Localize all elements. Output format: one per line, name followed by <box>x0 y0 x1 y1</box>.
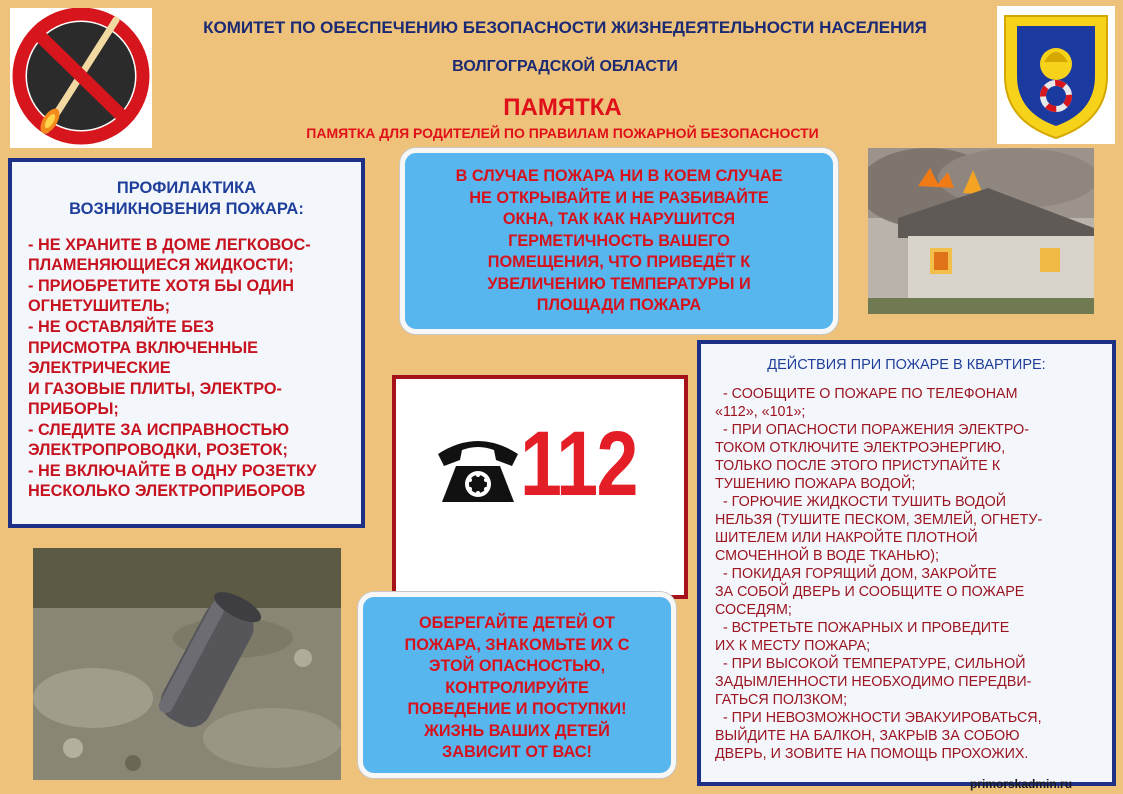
children-line: КОНТРОЛИРУЙТЕ <box>445 678 589 697</box>
fire-actions-box <box>697 340 1116 786</box>
window-warning-callout <box>400 148 838 334</box>
action-line: ЗАДЫМЛЕННОСТИ НЕОБХОДИМО ПЕРЕДВИ- <box>715 674 1032 690</box>
action-line: СМОЧЕННОЙ В ВОДЕ ТКАНЬЮ); <box>715 548 940 564</box>
warning-line: ОКНА, ТАК КАК НАРУШИТСЯ <box>502 210 736 228</box>
children-line: ЗАВИСИТ ОТ ВАС! <box>442 743 592 761</box>
warning-line: ПЛОЩАДИ ПОЖАРА <box>536 296 702 314</box>
prevention-heading-line: ВОЗНИКНОВЕНИЯ ПОЖАРА: <box>69 200 304 219</box>
prevention-box <box>8 158 365 528</box>
prevention-line: - НЕ ВКЛЮЧАЙТЕ В ОДНУ РОЗЕТКУ <box>28 461 317 480</box>
shield-emblem-icon <box>997 6 1115 144</box>
action-line: ЗА СОБОЙ ДВЕРЬ И СООБЩИТЕ О ПОЖАРЕ <box>715 584 1025 600</box>
warning-line: НЕ ОТКРЫВАЙТЕ И НЕ РАЗБИВАЙТЕ <box>469 188 769 207</box>
action-line: ТОЛЬКО ПОСЛЕ ЭТОГО ПРИСТУПАЙТЕ К <box>715 458 1001 474</box>
prevention-line: - НЕ ХРАНИТЕ В ДОМЕ ЛЕГКОВОС- <box>28 235 311 254</box>
prevention-heading-line: ПРОФИЛАКТИКА <box>116 179 257 197</box>
warning-line: ПОМЕЩЕНИЯ, ЧТО ПРИВЕДЁТ К <box>487 253 751 271</box>
no-match-icon <box>10 8 152 148</box>
gas-cylinder-image <box>33 548 341 780</box>
no-match-logo <box>10 8 152 148</box>
warning-line: ГЕРМЕТИЧНОСТЬ ВАШЕГО <box>508 231 730 250</box>
action-line: НЕЛЬЗЯ (ТУШИТЕ ПЕСКОМ, ЗЕМЛЕЙ, ОГНЕТУ- <box>715 512 1043 528</box>
region-title: ВОЛГОГРАДСКОЙ ОБЛАСТИ <box>452 58 678 75</box>
prevention-line: ПРИСМОТРА ВКЛЮЧЕННЫЕ <box>28 338 258 357</box>
prevention-line: ЭЛЕКТРОПРОВОДКИ, РОЗЕТОК; <box>28 441 288 460</box>
action-line: ТОКОМ ОТКЛЮЧИТЕ ЭЛЕКТРОЭНЕРГИЮ, <box>715 440 1006 456</box>
action-line: «112», «101»; <box>715 404 806 420</box>
prevention-line: НЕСКОЛЬКО ЭЛЕКТРОПРИБОРОВ <box>28 482 306 501</box>
action-line: ТУШЕНИЮ ПОЖАРА ВОДОЙ; <box>715 476 916 492</box>
prevention-line: ПЛАМЕНЯЮЩИЕСЯ ЖИДКОСТИ; <box>28 256 294 275</box>
children-line: ПОЖАРА, ЗНАКОМЬТЕ ИХ С <box>404 635 630 654</box>
prevention-heading <box>22 178 351 221</box>
prevention-line: - НЕ ОСТАВЛЯЙТЕ БЕЗ <box>28 318 215 336</box>
action-line: - ПОКИДАЯ ГОРЯЩИЙ ДОМ, ЗАКРОЙТЕ <box>715 566 997 582</box>
actions-list <box>715 385 1106 763</box>
action-line: ДВЕРЬ, И ЗОВИТЕ НА ПОМОЩЬ ПРОХОЖИХ. <box>715 746 1029 762</box>
action-line: - СООБЩИТЕ О ПОЖАРЕ ПО ТЕЛЕФОНАМ <box>715 386 1018 402</box>
action-line: - ВСТРЕТЬТЕ ПОЖАРНЫХ И ПРОВЕДИТЕ <box>715 620 1010 636</box>
committee-title: КОМИТЕТ ПО ОБЕСПЕЧЕНИЮ БЕЗОПАСНОСТИ ЖИЗНЕДЕЯТЕЛЬНОСТИ НАСЕЛЕНИЯ <box>203 18 927 37</box>
action-line: - ГОРЮЧИЕ ЖИДКОСТИ ТУШИТЬ ВОДОЙ <box>715 494 1007 510</box>
action-line: ИХ К МЕСТУ ПОЖАРА; <box>715 638 871 654</box>
prevention-line: ЭЛЕКТРИЧЕСКИЕ <box>28 359 171 378</box>
telephone-icon <box>434 432 522 510</box>
emergency-number: 112 <box>520 413 637 515</box>
burning-house-photo <box>868 148 1094 314</box>
action-line: ВЫЙДИТЕ НА БАЛКОН, ЗАКРЫВ ЗА СОБОЮ <box>715 728 1020 744</box>
action-line: - ПРИ НЕВОЗМОЖНОСТИ ЭВАКУИРОВАТЬСЯ, <box>715 710 1042 726</box>
warning-line: В СЛУЧАЕ ПОЖАРА НИ В КОЕМ СЛУЧАЕ <box>455 167 783 185</box>
children-line: ОБЕРЕГАЙТЕ ДЕТЕЙ ОТ <box>418 614 616 632</box>
children-line: ЖИЗНЬ ВАШИХ ДЕТЕЙ <box>424 721 610 740</box>
action-line: ГАТЬСЯ ПОЛЗКОМ; <box>715 692 848 708</box>
children-line: ПОВЕДЕНИЕ И ПОСТУПКИ! <box>407 700 627 718</box>
warning-line: УВЕЛИЧЕНИЮ ТЕМПЕРАТУРЫ И <box>487 274 751 293</box>
children-warning-callout <box>358 592 676 778</box>
burning-house-image <box>868 148 1094 314</box>
action-line: СОСЕДЯМ; <box>715 602 792 618</box>
children-line: ЭТОЙ ОПАСНОСТЬЮ, <box>428 657 606 675</box>
prevention-line: ПРИБОРЫ; <box>28 400 119 419</box>
page-title: ПАМЯТКА <box>503 94 622 121</box>
prevention-line: - СЛЕДИТЕ ЗА ИСПРАВНОСТЬЮ <box>28 420 290 439</box>
committee-emblem <box>997 6 1115 144</box>
site-url: primorskadmin.ru <box>970 777 1073 791</box>
action-line: - ПРИ ОПАСНОСТИ ПОРАЖЕНИЯ ЭЛЕКТРО- <box>715 422 1029 438</box>
page-subtitle: ПАМЯТКА ДЛЯ РОДИТЕЛЕЙ ПО ПРАВИЛАМ ПОЖАРНОЙ БЕЗОПАСНОСТИ <box>306 125 819 141</box>
prevention-line: - ПРИОБРЕТИТЕ ХОТЯ БЫ ОДИН <box>28 276 295 295</box>
action-line: - ПРИ ВЫСОКОЙ ТЕМПЕРАТУРЕ, СИЛЬНОЙ <box>715 656 1026 672</box>
action-line: ШИТЕЛЕМ ИЛИ НАКРОЙТЕ ПЛОТНОЙ <box>715 530 978 546</box>
actions-heading: ДЕЙСТВИЯ ПРИ ПОЖАРЕ В КВАРТИРЕ: <box>767 357 1046 373</box>
prevention-list <box>28 235 353 502</box>
prevention-line: ОГНЕТУШИТЕЛЬ; <box>28 297 170 316</box>
gas-cylinder-photo <box>33 548 341 780</box>
prevention-line: И ГАЗОВЫЕ ПЛИТЫ, ЭЛЕКТРО- <box>28 379 282 398</box>
